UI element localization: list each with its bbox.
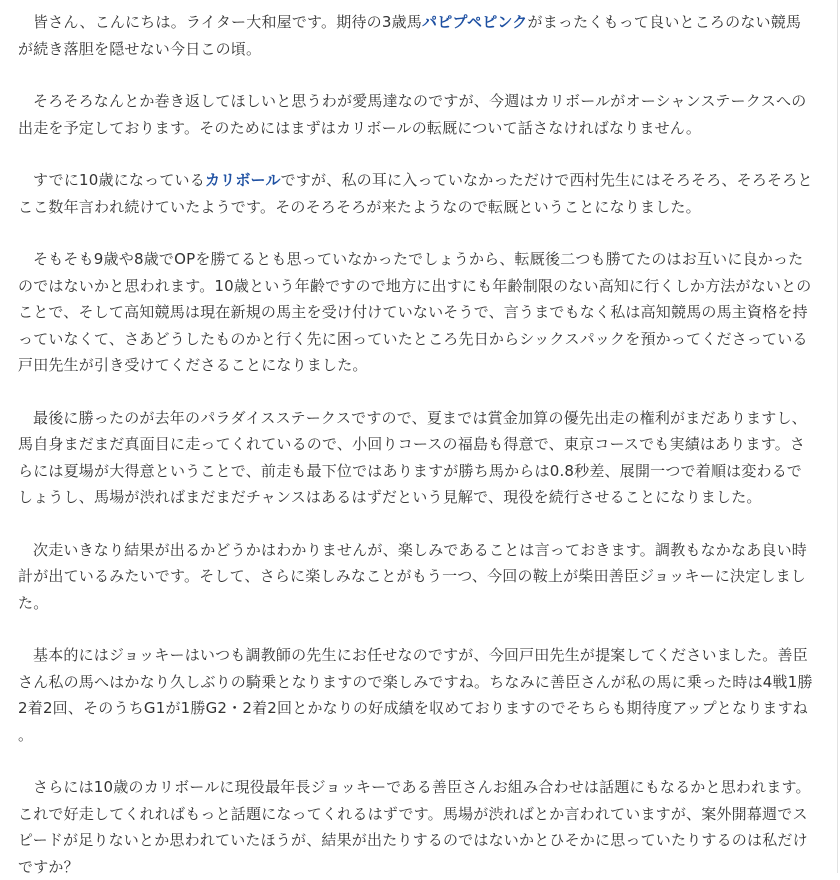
- paragraph-7: 基本的にはジョッキーはいつも調教師の先生にお任せなのですが、今回戸田先生が提案してくださいました。善臣さん私の馬へはかなり久しぶりの騎乗となりますので楽しみですね。ちなみに善臣さんが私の馬に乗った時は4戦1勝2着2回、そのうちG1が1勝G2・2着2回とかなりの好成績を収めておりますのでそちらも期待度アップとなりますね。: [18, 646, 813, 744]
- paragraph-1: 皆さん、こんにちは。ライター大和屋です。期待の3歳馬パピプペピンクがまったくもって良いところのない競馬が続き落胆を隠せない今日この頃。: [18, 13, 802, 58]
- paragraph-5: 最後に勝ったのが去年のパラダイスステークスですので、夏までは賞金加算の優先出走の権利がまだありますし、馬自身まだまだ真面目に走ってくれているので、小回りコースの福島も得意で、東京コースでも実績はあります。さらには夏場が大得意ということで、前走も最下位ではありますが勝ち馬からは0.8秒差、展開一つで着順は変わるでしょうし、馬場が渋ればまだまだチャンスはあるはずだという見解で、現役を続行させることになりました。: [18, 408, 807, 506]
- horse-name-highlight: パピプペピンク: [422, 13, 528, 31]
- paragraph-8: さらには10歳のカリボールに現役最年長ジョッキーである善臣さんお組み合わせは話題にもなるかと思われます。これで好走してくれればもっと話題になってくれるはずです。馬場が渋ればとか言われていますが、案外開幕週でスピードが足りないとか思われていたほうが、結果が出たりするのではないかとひそかに思っていたりするのは私だけですか？: [18, 778, 811, 876]
- horse-name-highlight: カリボール: [204, 171, 281, 189]
- paragraph-2: そろそろなんとか巻き返してほしいと思うわが愛馬達なのですが、今週はカリボールがオーシャンステークスへの出走を予定しております。そのためにはまずはカリボールの転厩について話さなければなりません。: [18, 92, 807, 137]
- paragraph-3: すでに10歳になっているカリボールですが、私の耳に入っていなかっただけで西村先生にはそろそろ、そろそろとここ数年言われ続けていたようです。そのそろそろが来たようなので転厩ということになりました。: [18, 171, 813, 216]
- paragraph-4: そもそも9歳や8歳でOPを勝てるとも思っていなかったでしょうから、転厩後二つも勝てたのはお互いに良かったのではないかと思われます。10歳という年齢ですので地方に出すにも年齢制限のない高知に行くしか方法がないとのことで、そして高知競馬は現在新規の馬主を受け付けていないそうで、言うまでもなく私は高知競馬の馬主資格を持っていなくて、さあどうしたものかと行く先に困っていたところ先日からシックスパックを預かってくださっている戸田先生が引き受けてくださることになりました。: [18, 250, 812, 374]
- paragraph-6: 次走いきなり結果が出るかどうかはわかりませんが、楽しみであることは言っておきます。調教もなかなあ良い時計が出ているみたいです。そして、さらに楽しみなことがもう一つ、今回の鞍上が柴田善臣ジョッキーに決定しました。: [18, 540, 808, 612]
